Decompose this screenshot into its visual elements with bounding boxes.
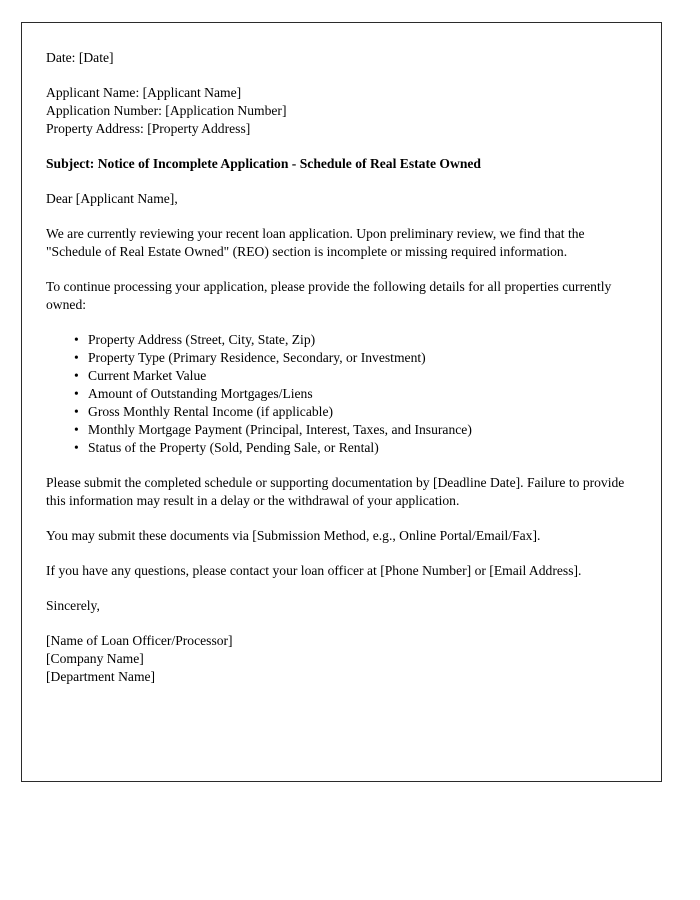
property-address-line: Property Address: [Property Address]	[46, 121, 251, 136]
salutation: Dear [Applicant Name],	[46, 191, 178, 206]
application-number-line: Application Number: [Application Number]	[46, 103, 287, 118]
list-item	[46, 439, 636, 457]
applicant-name-line: Applicant Name: [Applicant Name]	[46, 85, 242, 100]
list-item	[46, 403, 636, 421]
paragraph-submission: You may submit these documents via [Submission Method, e.g., Online Portal/Email/Fax].	[46, 528, 541, 543]
bullet-icon: •	[74, 440, 79, 455]
bullet-icon: •	[74, 332, 79, 347]
bullet-icon: •	[74, 404, 79, 419]
company-name-line: [Company Name]	[46, 651, 144, 666]
letter-content	[46, 49, 636, 686]
list-item	[46, 367, 636, 385]
letter-page-frame	[21, 22, 662, 782]
bullet-icon: •	[74, 422, 79, 437]
signer-name-line: [Name of Loan Officer/Processor]	[46, 633, 233, 648]
date-line: Date: [Date]	[46, 50, 114, 65]
paragraph-contact: If you have any questions, please contact your loan officer at [Phone Number] or [Email Address].	[46, 563, 582, 578]
signature-block	[46, 632, 636, 686]
list-item-label: Status of the Property (Sold, Pending Sale, or Rental)	[88, 440, 379, 455]
department-name-line: [Department Name]	[46, 669, 156, 684]
requirements-list	[46, 331, 636, 457]
paragraph-request: To continue processing your application, please provide the following details for all properties currently owned:	[46, 279, 612, 312]
applicant-info-block	[46, 84, 636, 138]
subject-line: Subject: Notice of Incomplete Application - Schedule of Real Estate Owned	[46, 156, 481, 171]
list-item	[46, 331, 636, 349]
list-item-label: Property Type (Primary Residence, Secondary, or Investment)	[88, 350, 426, 365]
bullet-icon: •	[74, 386, 79, 401]
paragraph-deadline: Please submit the completed schedule or supporting documentation by [Deadline Date]. Failure to provide this information may result in a delay or the withdrawal of your application.	[46, 475, 625, 508]
bullet-icon: •	[74, 350, 79, 365]
list-item	[46, 421, 636, 439]
paragraph-review: We are currently reviewing your recent loan application. Upon preliminary review, we find that the "Schedule of Real Estate Owned" (REO) section is incomplete or missing required information.	[46, 226, 585, 259]
list-item-label: Property Address (Street, City, State, Zip)	[88, 332, 316, 347]
list-item-label: Monthly Mortgage Payment (Principal, Interest, Taxes, and Insurance)	[88, 422, 472, 437]
date-block	[46, 49, 636, 67]
sign-off: Sincerely,	[46, 598, 100, 613]
list-item	[46, 385, 636, 403]
list-item-label: Amount of Outstanding Mortgages/Liens	[88, 386, 313, 401]
list-item-label: Gross Monthly Rental Income (if applicable)	[88, 404, 333, 419]
list-item-label: Current Market Value	[88, 368, 207, 383]
bullet-icon: •	[74, 368, 79, 383]
list-item	[46, 349, 636, 367]
